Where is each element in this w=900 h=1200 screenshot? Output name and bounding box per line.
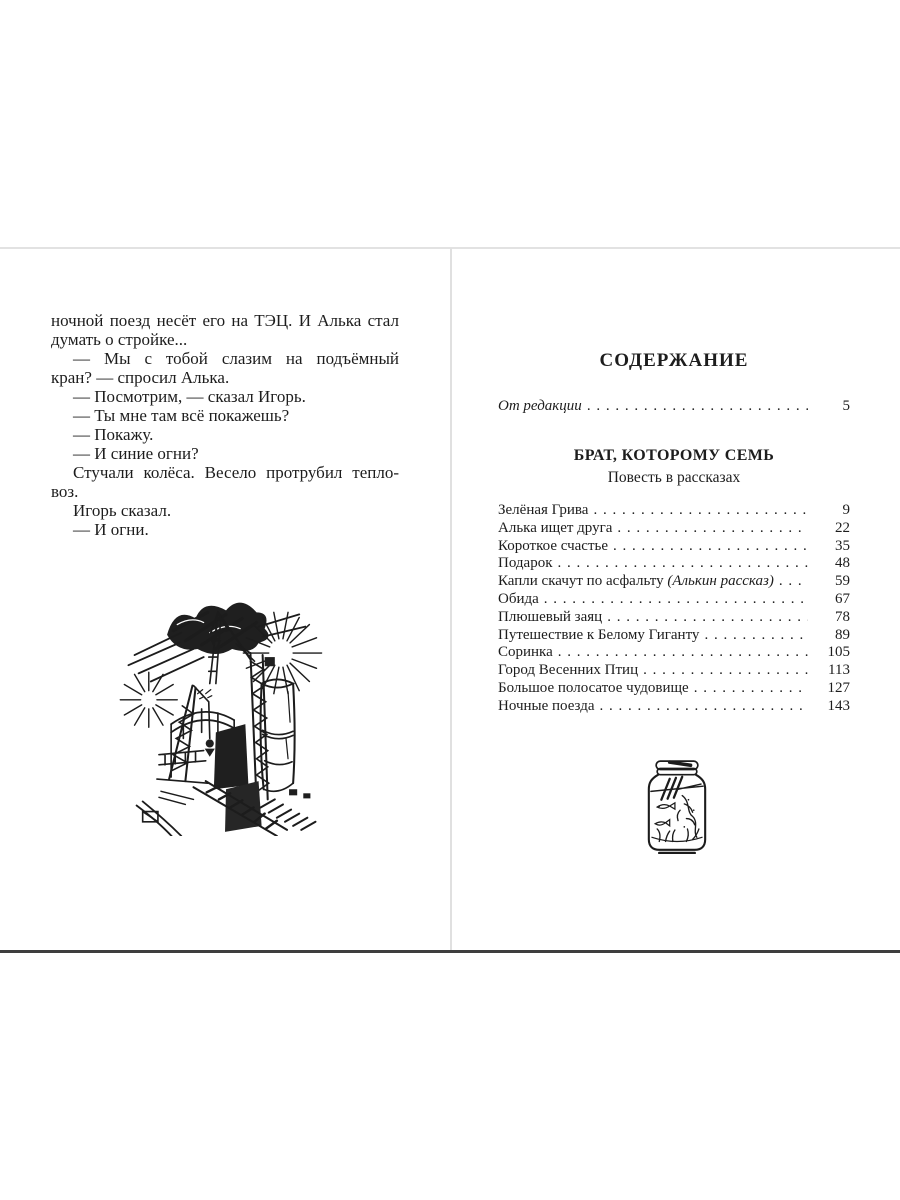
text-line: ночной поезд несёт его на ТЭЦ. И Алька стал: [51, 311, 399, 330]
toc-row: [498, 680, 850, 698]
fish-jar-illustration: [638, 758, 716, 854]
dot-leader: [694, 680, 808, 698]
toc-entry-title: Зелёная Грива: [498, 502, 589, 518]
dot-leader: [613, 538, 808, 556]
text-line: — Покажу.: [73, 425, 154, 444]
toc-entry-page: 105: [827, 644, 850, 661]
text-line: воз.: [51, 482, 79, 501]
page-gutter-divider: [450, 248, 452, 950]
toc-entry-title: От редакции: [498, 398, 582, 414]
toc-row: [498, 591, 850, 609]
toc-entry-page: 59: [835, 573, 850, 590]
photo-bottom-border: [0, 950, 900, 953]
toc-entry-page: 5: [842, 398, 850, 414]
toc-entry-title: Путешествие к Белому Гиганту: [498, 626, 700, 643]
dot-leader: [544, 591, 808, 609]
text-line: Стучали колёса. Весело протрубил тепло-: [73, 463, 399, 482]
toc-row: [498, 573, 850, 591]
toc-row: [498, 627, 850, 645]
toc-entry-page: 48: [835, 555, 850, 572]
water-plants: [657, 796, 699, 842]
silo-tower: [261, 679, 295, 791]
toc-entry-title: Подарок: [498, 555, 553, 572]
toc-entry-title: Плюшевый заяц: [498, 608, 603, 625]
toc-row-front-matter: [498, 396, 850, 416]
dot-leader: [600, 698, 809, 716]
dot-leader: [587, 396, 808, 416]
toc-row: [498, 555, 850, 573]
toc-entry-title: Алька ищет друга: [498, 519, 613, 536]
text-line: Игорь сказал.: [73, 501, 172, 520]
toc-entry-title: Ночные поезда: [498, 697, 595, 714]
toc-entry-title: Обида: [498, 590, 539, 607]
text-line: — И синие огни?: [73, 444, 199, 463]
toc-entry-title: Большое полосатое чудовище: [498, 679, 689, 696]
dot-leader: [557, 555, 808, 573]
toc-row: [498, 662, 850, 680]
toc-entry-page: 127: [827, 679, 850, 696]
toc-row: [498, 609, 850, 627]
toc-row: [498, 502, 850, 520]
dot-leader: [617, 520, 808, 538]
toc-entry-page: 143: [827, 697, 850, 714]
text-line: — Мы с тобой слазим на подъёмный: [73, 349, 399, 368]
toc-row: [498, 698, 850, 716]
dot-leader: [558, 644, 808, 662]
text-line: — И огни.: [73, 520, 149, 539]
toc-entry-page: 89: [835, 626, 850, 643]
toc-entry-page: 78: [835, 608, 850, 625]
fish: [655, 803, 675, 826]
table-of-contents: [498, 350, 850, 716]
toc-section-heading: БРАТ, КОТОРОМУ СЕМЬ: [573, 447, 775, 464]
text-line: думать о стройке...: [51, 330, 188, 349]
toc-entry-page: 67: [835, 590, 850, 607]
toc-section-subheading: Повесть в рассказах: [607, 469, 741, 486]
toc-entry-title: Соринка: [498, 644, 553, 661]
toc-list: [498, 502, 850, 716]
toc-entry-title: Капли скачут по асфальту: [498, 573, 664, 590]
dot-leader: [607, 609, 808, 627]
text-line: — Ты мне там всё покажешь?: [73, 406, 290, 425]
text-line: кран? — спросил Алька.: [51, 368, 230, 387]
toc-entry-title: Короткое счастье: [498, 537, 609, 554]
toc-row: [498, 520, 850, 538]
toc-entry-page: 113: [828, 662, 850, 679]
left-page-text: [51, 311, 399, 539]
toc-row: [498, 644, 850, 662]
starburst-left: [120, 672, 177, 727]
dot-leader: [779, 573, 808, 591]
construction-site-illustration: [106, 590, 342, 836]
toc-row: [498, 538, 850, 556]
toc-entry-page: 9: [842, 502, 850, 518]
dot-leader: [704, 627, 808, 645]
toc-entry-title-italic: (Алькин рассказ): [663, 573, 774, 590]
toc-title: СОДЕРЖАНИЕ: [599, 350, 749, 371]
toc-entry-title: Город Весенних Птиц: [498, 662, 639, 679]
toc-entry-page: 22: [835, 519, 850, 536]
text-line: — Посмотрим, — сказал Игорь.: [73, 387, 306, 406]
dot-leader: [593, 502, 808, 520]
dot-leader: [643, 662, 808, 680]
toc-entry-page: 35: [835, 537, 850, 554]
